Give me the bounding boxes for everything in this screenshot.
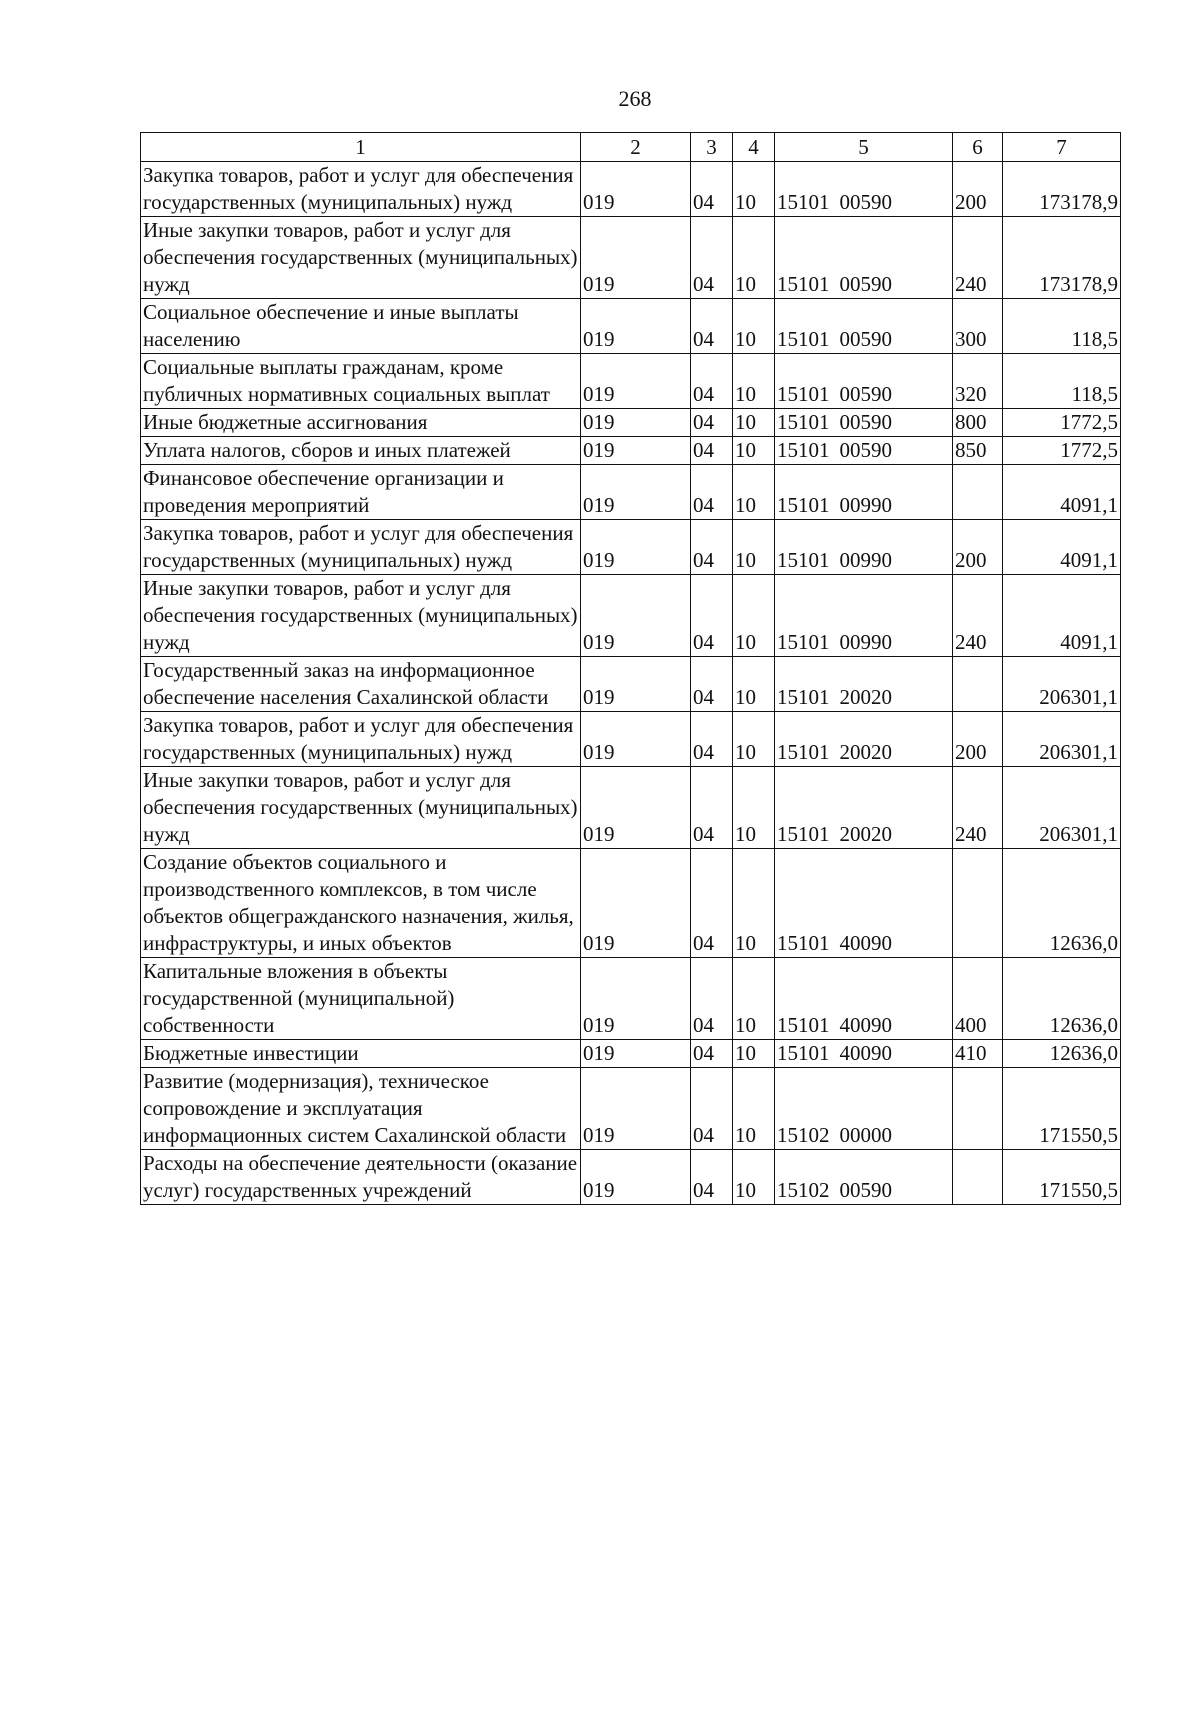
- row-expense-type-cell: [953, 465, 1003, 520]
- row-amount-cell: 173178,9: [1003, 162, 1121, 217]
- row-subsection-cell: 10: [733, 575, 775, 657]
- row-amount-cell: 118,5: [1003, 299, 1121, 354]
- row-expense-type-cell: 850: [953, 437, 1003, 465]
- row-name-cell: Развитие (модернизация), техническое сопровождение и эксплуатация информационных систем Сахалинской области: [141, 1068, 581, 1150]
- table-row: [141, 712, 1121, 767]
- row-name-cell: Уплата налогов, сборов и иных платежей: [141, 437, 581, 465]
- row-expense-type-cell: [953, 849, 1003, 958]
- row-expense-type-cell: 200: [953, 520, 1003, 575]
- item-code-part-a: 15101: [777, 438, 830, 462]
- row-expense-type-cell: 320: [953, 354, 1003, 409]
- item-code-part-a: 15101: [777, 190, 830, 214]
- row-expense-type-cell: 240: [953, 767, 1003, 849]
- row-item-code-cell: [775, 1068, 953, 1150]
- row-code-cell: 019: [581, 1150, 691, 1205]
- row-subsection-cell: 10: [733, 1040, 775, 1068]
- budget-table: [140, 132, 1121, 1205]
- item-code-part-a: 15101: [777, 685, 830, 709]
- item-code-part-b: 40090: [839, 1041, 892, 1065]
- item-code-part-b: 00590: [839, 272, 892, 296]
- row-subsection-cell: 10: [733, 767, 775, 849]
- table-row: [141, 575, 1121, 657]
- row-item-code-cell: [775, 1040, 953, 1068]
- row-item-code-cell: [775, 217, 953, 299]
- row-name-cell: Закупка товаров, работ и услуг для обеспечения государственных (муниципальных) нужд: [141, 712, 581, 767]
- row-subsection-cell: 10: [733, 849, 775, 958]
- row-code-cell: 019: [581, 767, 691, 849]
- table-row: [141, 657, 1121, 712]
- row-section-cell: 04: [691, 712, 733, 767]
- row-name-cell: Иные закупки товаров, работ и услуг для обеспечения государственных (муниципальных) нужд: [141, 767, 581, 849]
- row-item-code-cell: [775, 849, 953, 958]
- item-code-part-a: 15101: [777, 1041, 830, 1065]
- table-row: [141, 409, 1121, 437]
- row-item-code-cell: [775, 958, 953, 1040]
- table-row: [141, 1150, 1121, 1205]
- header-col-7: 7: [1003, 133, 1121, 162]
- item-code-part-b: 00590: [839, 410, 892, 434]
- row-amount-cell: 171550,5: [1003, 1150, 1121, 1205]
- row-code-cell: 019: [581, 162, 691, 217]
- table-row: [141, 1068, 1121, 1150]
- row-name-cell: Бюджетные инвестиции: [141, 1040, 581, 1068]
- row-expense-type-cell: 240: [953, 575, 1003, 657]
- row-section-cell: 04: [691, 162, 733, 217]
- row-code-cell: 019: [581, 575, 691, 657]
- row-amount-cell: 12636,0: [1003, 849, 1121, 958]
- row-code-cell: 019: [581, 657, 691, 712]
- item-code-part-a: 15101: [777, 410, 830, 434]
- row-expense-type-cell: 800: [953, 409, 1003, 437]
- row-name-cell: Закупка товаров, работ и услуг для обеспечения государственных (муниципальных) нужд: [141, 162, 581, 217]
- table-row: [141, 849, 1121, 958]
- row-amount-cell: 12636,0: [1003, 958, 1121, 1040]
- row-subsection-cell: 10: [733, 1150, 775, 1205]
- item-code-part-b: 00990: [839, 630, 892, 654]
- table-row: [141, 465, 1121, 520]
- item-code-part-b: 20020: [839, 740, 892, 764]
- item-code-part-a: 15101: [777, 548, 830, 572]
- row-item-code-cell: [775, 1150, 953, 1205]
- item-code-part-a: 15101: [777, 327, 830, 351]
- row-expense-type-cell: 200: [953, 712, 1003, 767]
- row-section-cell: 04: [691, 465, 733, 520]
- row-section-cell: 04: [691, 657, 733, 712]
- row-subsection-cell: 10: [733, 437, 775, 465]
- item-code-part-a: 15101: [777, 382, 830, 406]
- row-section-cell: 04: [691, 849, 733, 958]
- item-code-part-b: 00000: [839, 1123, 892, 1147]
- row-section-cell: 04: [691, 520, 733, 575]
- item-code-part-b: 20020: [839, 822, 892, 846]
- row-expense-type-cell: 400: [953, 958, 1003, 1040]
- row-subsection-cell: 10: [733, 1068, 775, 1150]
- row-subsection-cell: 10: [733, 409, 775, 437]
- row-name-cell: Капитальные вложения в объекты государственной (муниципальной) собственности: [141, 958, 581, 1040]
- table-row: [141, 1040, 1121, 1068]
- row-name-cell: Социальное обеспечение и иные выплаты населению: [141, 299, 581, 354]
- row-name-cell: Создание объектов социального и производственного комплексов, в том числе объектов общегражданского назначения, жилья, инфраструктуры, и иных объектов: [141, 849, 581, 958]
- row-code-cell: 019: [581, 217, 691, 299]
- row-section-cell: 04: [691, 409, 733, 437]
- row-item-code-cell: [775, 520, 953, 575]
- row-code-cell: 019: [581, 1068, 691, 1150]
- row-subsection-cell: 10: [733, 299, 775, 354]
- row-code-cell: 019: [581, 712, 691, 767]
- row-amount-cell: 1772,5: [1003, 409, 1121, 437]
- row-name-cell: Социальные выплаты гражданам, кроме публичных нормативных социальных выплат: [141, 354, 581, 409]
- row-expense-type-cell: [953, 657, 1003, 712]
- row-name-cell: Иные бюджетные ассигнования: [141, 409, 581, 437]
- item-code-part-a: 15102: [777, 1178, 830, 1202]
- header-col-4: 4: [733, 133, 775, 162]
- header-col-3: 3: [691, 133, 733, 162]
- row-amount-cell: 4091,1: [1003, 465, 1121, 520]
- row-expense-type-cell: [953, 1068, 1003, 1150]
- item-code-part-b: 00590: [839, 327, 892, 351]
- row-name-cell: Расходы на обеспечение деятельности (оказание услуг) государственных учреждений: [141, 1150, 581, 1205]
- table-body: [141, 162, 1121, 1205]
- row-item-code-cell: [775, 465, 953, 520]
- table-row: [141, 354, 1121, 409]
- row-item-code-cell: [775, 712, 953, 767]
- item-code-part-a: 15101: [777, 1013, 830, 1037]
- row-item-code-cell: [775, 409, 953, 437]
- row-section-cell: 04: [691, 1068, 733, 1150]
- header-col-2: 2: [581, 133, 691, 162]
- row-subsection-cell: 10: [733, 520, 775, 575]
- row-subsection-cell: 10: [733, 354, 775, 409]
- row-item-code-cell: [775, 767, 953, 849]
- row-item-code-cell: [775, 575, 953, 657]
- row-item-code-cell: [775, 354, 953, 409]
- row-item-code-cell: [775, 657, 953, 712]
- row-section-cell: 04: [691, 1150, 733, 1205]
- table-row: [141, 437, 1121, 465]
- row-code-cell: 019: [581, 520, 691, 575]
- item-code-part-a: 15101: [777, 272, 830, 296]
- item-code-part-b: 00590: [839, 438, 892, 462]
- table-row: [141, 217, 1121, 299]
- row-item-code-cell: [775, 162, 953, 217]
- row-section-cell: 04: [691, 575, 733, 657]
- header-col-1: 1: [141, 133, 581, 162]
- row-name-cell: Закупка товаров, работ и услуг для обеспечения государственных (муниципальных) нужд: [141, 520, 581, 575]
- row-code-cell: 019: [581, 849, 691, 958]
- row-item-code-cell: [775, 437, 953, 465]
- item-code-part-a: 15102: [777, 1123, 830, 1147]
- row-amount-cell: 4091,1: [1003, 520, 1121, 575]
- row-code-cell: 019: [581, 354, 691, 409]
- row-expense-type-cell: [953, 1150, 1003, 1205]
- row-code-cell: 019: [581, 437, 691, 465]
- row-amount-cell: 206301,1: [1003, 767, 1121, 849]
- item-code-part-b: 20020: [839, 685, 892, 709]
- row-name-cell: Иные закупки товаров, работ и услуг для обеспечения государственных (муниципальных) нужд: [141, 217, 581, 299]
- table-row: [141, 299, 1121, 354]
- row-code-cell: 019: [581, 409, 691, 437]
- row-item-code-cell: [775, 299, 953, 354]
- row-subsection-cell: 10: [733, 162, 775, 217]
- row-amount-cell: 4091,1: [1003, 575, 1121, 657]
- row-code-cell: 019: [581, 465, 691, 520]
- item-code-part-a: 15101: [777, 931, 830, 955]
- item-code-part-b: 00590: [839, 190, 892, 214]
- item-code-part-b: 40090: [839, 931, 892, 955]
- row-name-cell: Иные закупки товаров, работ и услуг для обеспечения государственных (муниципальных) нужд: [141, 575, 581, 657]
- item-code-part-b: 00590: [839, 1178, 892, 1202]
- row-name-cell: Финансовое обеспечение организации и проведения мероприятий: [141, 465, 581, 520]
- row-subsection-cell: 10: [733, 958, 775, 1040]
- header-col-6: 6: [953, 133, 1003, 162]
- row-section-cell: 04: [691, 437, 733, 465]
- item-code-part-a: 15101: [777, 822, 830, 846]
- row-section-cell: 04: [691, 767, 733, 849]
- row-section-cell: 04: [691, 1040, 733, 1068]
- table-row: [141, 520, 1121, 575]
- table-row: [141, 162, 1121, 217]
- row-amount-cell: 173178,9: [1003, 217, 1121, 299]
- row-code-cell: 019: [581, 299, 691, 354]
- row-amount-cell: 12636,0: [1003, 1040, 1121, 1068]
- row-section-cell: 04: [691, 217, 733, 299]
- item-code-part-b: 00990: [839, 493, 892, 517]
- row-amount-cell: 1772,5: [1003, 437, 1121, 465]
- row-expense-type-cell: 200: [953, 162, 1003, 217]
- item-code-part-b: 00590: [839, 382, 892, 406]
- row-code-cell: 019: [581, 958, 691, 1040]
- row-code-cell: 019: [581, 1040, 691, 1068]
- row-expense-type-cell: 300: [953, 299, 1003, 354]
- item-code-part-a: 15101: [777, 630, 830, 654]
- table-row: [141, 767, 1121, 849]
- row-subsection-cell: 10: [733, 217, 775, 299]
- item-code-part-a: 15101: [777, 493, 830, 517]
- item-code-part-a: 15101: [777, 740, 830, 764]
- row-amount-cell: 206301,1: [1003, 657, 1121, 712]
- row-subsection-cell: 10: [733, 657, 775, 712]
- page-number: 268: [618, 86, 652, 111]
- item-code-part-b: 00990: [839, 548, 892, 572]
- table-header-row: [141, 133, 1121, 162]
- row-subsection-cell: 10: [733, 465, 775, 520]
- row-expense-type-cell: 240: [953, 217, 1003, 299]
- row-amount-cell: 118,5: [1003, 354, 1121, 409]
- row-section-cell: 04: [691, 354, 733, 409]
- row-name-cell: Государственный заказ на информационное обеспечение населения Сахалинской области: [141, 657, 581, 712]
- table-row: [141, 958, 1121, 1040]
- row-section-cell: 04: [691, 299, 733, 354]
- header-col-5: 5: [775, 133, 953, 162]
- row-section-cell: 04: [691, 958, 733, 1040]
- item-code-part-b: 40090: [839, 1013, 892, 1037]
- row-subsection-cell: 10: [733, 712, 775, 767]
- row-amount-cell: 206301,1: [1003, 712, 1121, 767]
- row-amount-cell: 171550,5: [1003, 1068, 1121, 1150]
- row-expense-type-cell: 410: [953, 1040, 1003, 1068]
